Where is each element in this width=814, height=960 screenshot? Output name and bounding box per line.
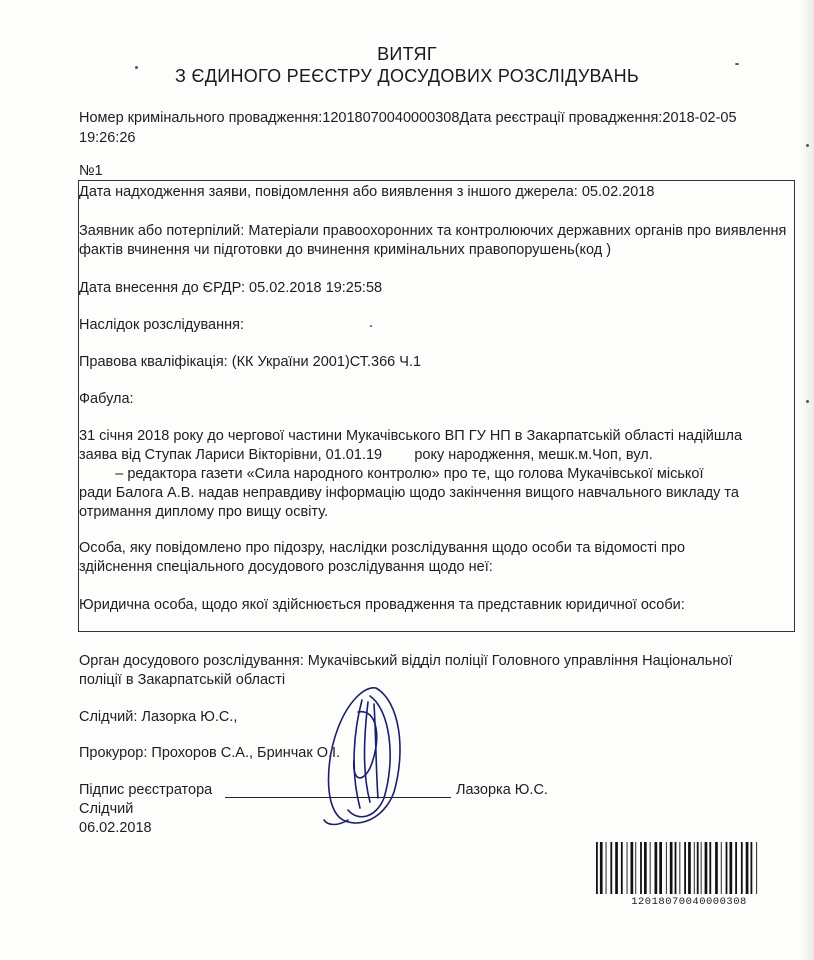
document-subtitle: З ЄДИНОГО РЕЄСТРУ ДОСУДОВИХ РОЗСЛІДУВАНЬ: [175, 66, 639, 86]
barcode-bar: [675, 842, 677, 894]
barcode-bar: [635, 842, 636, 894]
barcode-bar: [751, 842, 753, 894]
barcode-bar: [655, 842, 658, 894]
registrar-label: Підпис реєстратора: [79, 782, 213, 798]
entry-number: №1: [79, 163, 103, 179]
barcode-bar: [621, 842, 623, 894]
barcode-bar: [640, 842, 642, 894]
barcode-bar: [644, 842, 647, 894]
case-number-label: Номер кримінального провадження:: [79, 110, 323, 126]
barcode-bar: [666, 842, 667, 894]
fabula-line: 31 січня 2018 року до чергової частини Мукачівського ВП ГУ НП в Закарпатській області надійшла: [79, 428, 743, 444]
erdr-datetime: 05.02.2018 19:25:58: [249, 280, 383, 296]
scan-speck: [806, 144, 809, 147]
barcode-bar: [741, 842, 743, 894]
handwritten-signature: [318, 680, 408, 835]
barcode-bar: [721, 842, 722, 894]
received-date-line: [79, 183, 791, 202]
document-title: ВИТЯГ: [377, 44, 437, 64]
fabula-text: [79, 427, 791, 522]
barcode-bar: [610, 842, 612, 894]
barcode-bar: [697, 842, 699, 894]
barcode-number: 12018070040000308: [631, 896, 747, 908]
barcode-bar: [705, 842, 708, 894]
barcode-bar: [631, 842, 634, 894]
case-header: [79, 108, 791, 148]
prosecutor-line: Прокурор: Прохоров С.А., Бринчак О.І.: [79, 745, 341, 761]
suspect-line: Особа, яку повідомлено про підозру, наслідки розслідування щодо особи та відомості про: [79, 540, 686, 556]
registrar-name: Лазорка Ю.С.: [456, 782, 548, 798]
barcode-bar: [627, 842, 628, 894]
qualification-line: [79, 353, 791, 372]
investigator-line: Слідчий: Лазорка Ю.С.,: [79, 709, 238, 725]
applicant-value: Матеріали правоохоронних та контролюючих державних органів про виявлення фактів вчинення чи підготовки до вчинення кримінальних правопорушень(код ): [79, 223, 787, 258]
erdr-label: Дата внесення до ЄРДР:: [79, 280, 245, 296]
qualification-label: Правова кваліфікація:: [79, 354, 228, 370]
legal-entity-label: Юридична особа, щодо якої здійснюється провадження та представник юридичної особи:: [79, 597, 685, 613]
organ-line: поліції в Закарпатській області: [79, 672, 286, 688]
fabula-line: отримання диплому про вищу освіту.: [79, 504, 329, 520]
received-label: Дата надходження заяви, повідомлення або виявлення з іншого джерела:: [79, 184, 578, 200]
barcode-bar: [756, 842, 757, 894]
document-date: 06.02.2018: [79, 820, 152, 836]
barcode-bar: [679, 842, 680, 894]
case-number: 12018070040000308: [322, 110, 460, 126]
applicant-label: Заявник або потерпілий:: [79, 223, 245, 239]
fabula-label: Фабула:: [79, 391, 134, 407]
barcode-bar: [726, 842, 728, 894]
received-date: 05.02.2018: [581, 184, 655, 200]
barcode-bar: [606, 842, 607, 894]
scan-speck: [370, 325, 372, 327]
registration-label: Дата реєстрації провадження:: [459, 110, 663, 126]
barcode-bar: [701, 842, 702, 894]
barcode-bar: [670, 842, 673, 894]
barcode-bar: [684, 842, 686, 894]
investigation-organ: [79, 652, 791, 690]
suspect-info: [79, 539, 791, 577]
suspect-line: здійснення спеціального досудового розслідування щодо неї:: [79, 559, 493, 575]
barcode-bar: [709, 842, 711, 894]
fabula-line: – редактора газети «Сила народного контролю» про те, що голова Мукачівської міської: [79, 466, 704, 482]
barcode-bar: [735, 842, 737, 894]
barcode-bar: [688, 842, 691, 894]
scan-speck: [806, 400, 809, 403]
barcode-bar: [715, 842, 718, 894]
erdr-date-line: [79, 279, 791, 298]
barcode-bar: [600, 842, 603, 894]
fabula-line: ради Балога А.В. надав неправдиву інформацію щодо закінчення вищого навчального викладу та: [79, 485, 739, 501]
registration-datetime: 2018-02-05 19:26:26: [79, 110, 737, 146]
barcode-bar: [650, 842, 651, 894]
barcode-bar: [659, 842, 662, 894]
organ-line: Орган досудового розслідування: Мукачівський відділ поліції Головного управління Національної: [79, 653, 733, 669]
fabula-line: заява від Ступак Лариси Вікторівни, 01.01.19 року народження, мешк.м.Чоп, вул.: [79, 447, 653, 463]
scan-speck: [135, 66, 138, 69]
registrar-position: Слідчий: [79, 801, 134, 817]
barcode-bar: [694, 842, 695, 894]
barcode-graphic: [594, 842, 784, 894]
applicant-line: [79, 222, 791, 260]
barcode-bar: [730, 842, 733, 894]
qualification-value: (КК України 2001)СТ.366 Ч.1: [231, 354, 422, 370]
outcome-label: Наслідок розслідування:: [79, 317, 244, 333]
barcode-bar: [596, 842, 598, 894]
scan-speck: [735, 63, 739, 65]
barcode-bar: [615, 842, 618, 894]
barcode-bar: [746, 842, 749, 894]
